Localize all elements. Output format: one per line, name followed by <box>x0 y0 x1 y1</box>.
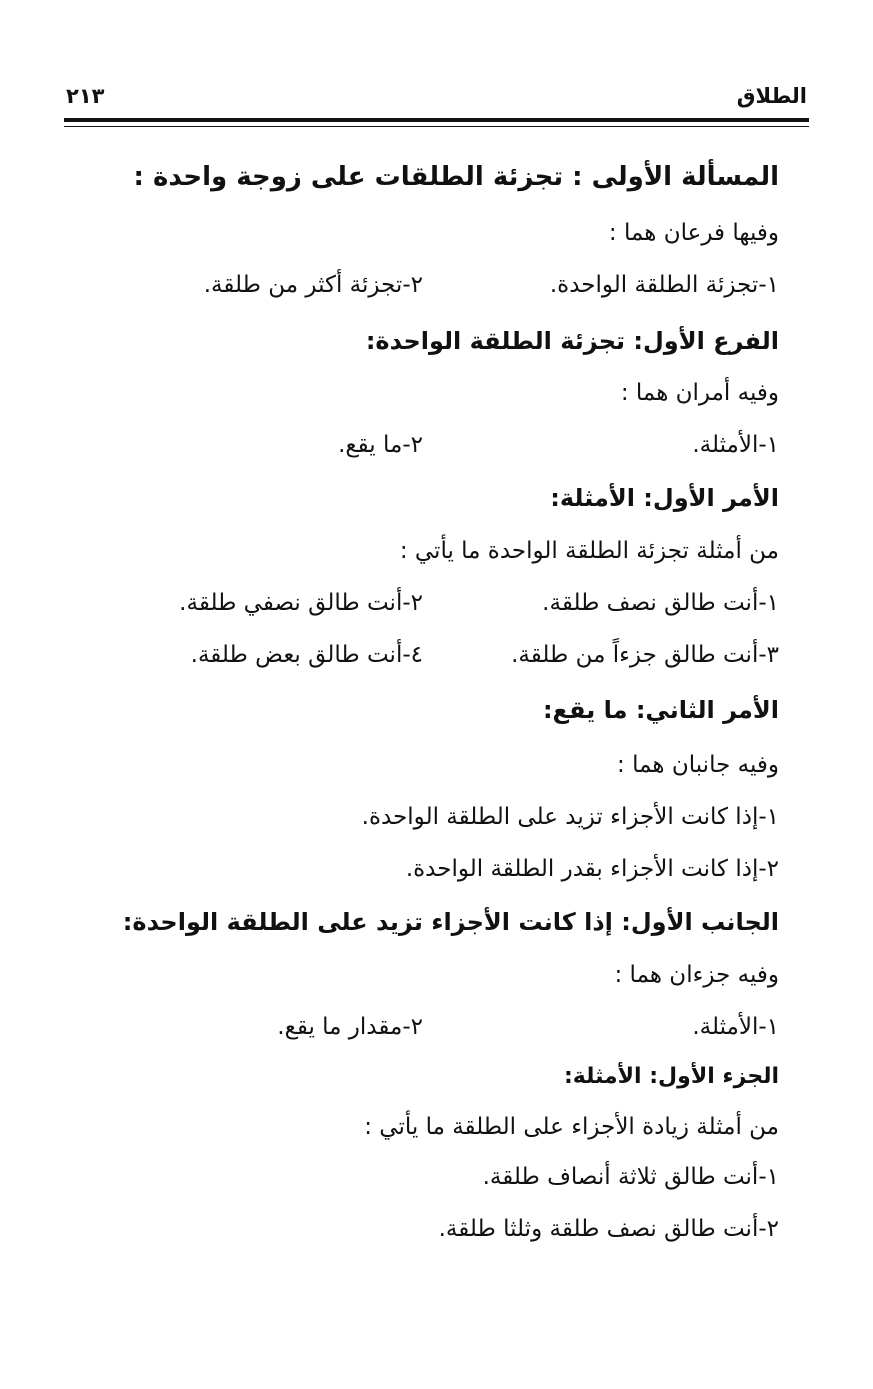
list-item: ٤-أنت طالق بعض طلقة. <box>190 642 423 668</box>
list-item: ٣-أنت طالق جزءاً من طلقة. <box>511 642 779 668</box>
paragraph: وفيها فرعان هما : <box>608 220 779 246</box>
heading-part-one: الجزء الأول: الأمثلة: <box>563 1064 779 1089</box>
list-item: ٢-ما يقع. <box>338 432 423 458</box>
heading-matter-one: الأمر الأول: الأمثلة: <box>550 484 779 512</box>
heading-matter-two: الأمر الثاني: ما يقع: <box>542 696 779 724</box>
paragraph: من أمثلة تجزئة الطلقة الواحدة ما يأتي : <box>399 538 779 564</box>
list-item: ١-أنت طالق ثلاثة أنصاف طلقة. <box>482 1164 779 1190</box>
paragraph: وفيه جزءان هما : <box>614 962 779 988</box>
header-rule-thin <box>64 126 809 127</box>
header-rule-thick <box>64 118 809 122</box>
list-item: ١-الأمثلة. <box>692 432 779 458</box>
heading-branch-one: الفرع الأول: تجزئة الطلقة الواحدة: <box>365 327 779 355</box>
page-number: ٢١٣ <box>66 84 105 108</box>
list-item: ١-تجزئة الطلقة الواحدة. <box>549 272 779 298</box>
heading-side-one: الجانب الأول: إذا كانت الأجزاء تزيد على الطلقة الواحدة: <box>122 908 779 936</box>
list-item: ٢-مقدار ما يقع. <box>277 1014 423 1040</box>
list-item: ١-أنت طالق نصف طلقة. <box>542 590 779 616</box>
paragraph: من أمثلة زيادة الأجزاء على الطلقة ما يأتي : <box>364 1114 779 1140</box>
paragraph: وفيه جانبان هما : <box>617 752 779 778</box>
list-item: ٢-أنت طالق نصفي طلقة. <box>179 590 423 616</box>
heading-issue-one: المسألة الأولى : تجزئة الطلقات على زوجة واحدة : <box>133 162 779 192</box>
list-item: ٢-أنت طالق نصف طلقة وثلثا طلقة. <box>438 1216 779 1242</box>
list-item: ١-إذا كانت الأجزاء تزيد على الطلقة الواحدة. <box>361 804 779 830</box>
list-item: ٢-إذا كانت الأجزاء بقدر الطلقة الواحدة. <box>405 856 779 882</box>
page-header <box>64 84 809 114</box>
paragraph: وفيه أمران هما : <box>620 380 779 406</box>
list-item: ١-الأمثلة. <box>692 1014 779 1040</box>
running-title: الطلاق <box>736 84 807 108</box>
list-item: ٢-تجزئة أكثر من طلقة. <box>203 272 423 298</box>
